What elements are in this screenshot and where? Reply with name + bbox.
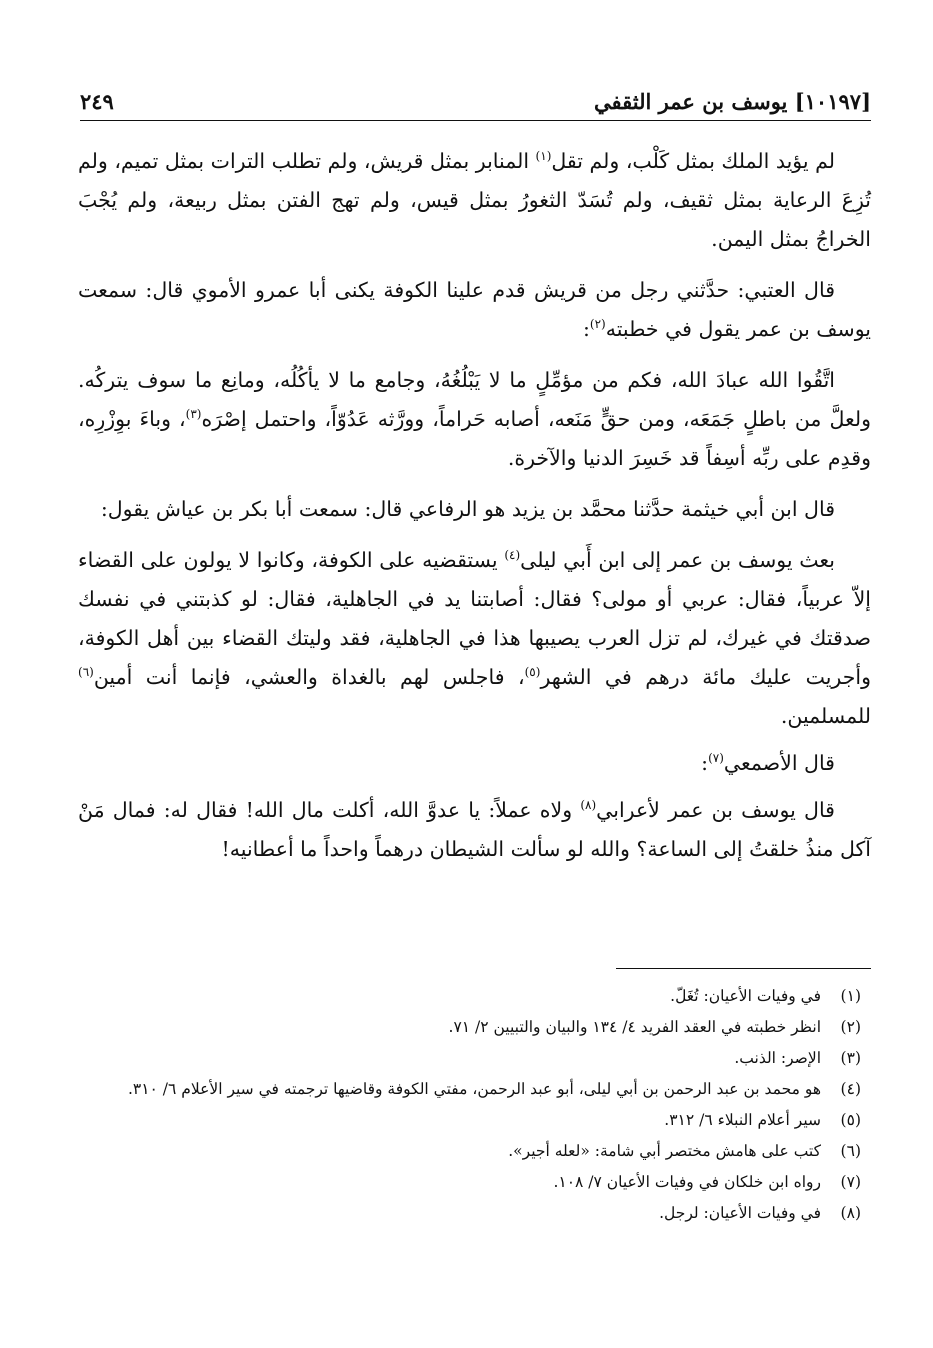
paragraph — [78, 271, 871, 349]
paragraph-text: يستقضيه على الكوفة، وكانوا لا يولون على القضاء إلاّ عربياً، فقال: عربي أو مولى؟ فقال: أصابتنا يد في الجاهلية، فقال: لو كذبتني في نفسك صدقتك في غيرك، لم تزل العرب يصيبها هذا في الجاهلية، فقد وليتك القضاء بين أهل الكوفة، وأجريت عليك مائة درهم في الشهر — [78, 548, 871, 689]
page-header — [80, 78, 871, 121]
footnote-text: رواه ابن خلكان في وفيات الأعيان ٧/ ١٠٨. — [553, 1173, 821, 1191]
paragraph — [78, 361, 871, 478]
paragraph-text: بعث يوسف بن عمر إلى ابن أَبي ليلى — [520, 548, 835, 572]
paragraph-text: للمسلمين. — [780, 704, 871, 728]
paragraph-text: ، فاجلس لهم بالغداة والعشي، فإنما أنت أمين — [93, 665, 525, 689]
footnote-ref[interactable]: (٣) — [185, 407, 202, 422]
footnote-number: (١) — [840, 987, 861, 1005]
running-title: [١٠١٩٧] يوسف بن عمر الثقفي — [594, 89, 871, 114]
footnote — [78, 1044, 871, 1073]
main-text — [78, 142, 871, 881]
page-number: ٢٤٩ — [80, 89, 114, 114]
footnote-ref[interactable]: (٤) — [504, 548, 521, 563]
footnote-number: (٣) — [840, 1049, 861, 1067]
footnote-ref[interactable]: (٥) — [524, 665, 541, 680]
paragraph-text: اتَّقُوا الله عبادَ الله، فكم من مؤمِّلٍ ما لا يَبْلُغُهُ، وجامع ما لا يأكُلُه، ومانِع ما سوف يتركُه. ولعلَّ من باطلٍ جَمَعَه، ومن حقٍّ مَنَعه، أصابه حَراماً، وورَّثه عَدُوّاً، واحتمل إصْرَه — [78, 368, 872, 431]
footnote-text: في وفيات الأعيان: لرجل. — [659, 1204, 821, 1222]
footnote — [78, 982, 871, 1011]
footnote — [78, 1013, 871, 1042]
footnote-number: (٦) — [840, 1142, 861, 1160]
footnote-text: سير أعلام النبلاء ٦/ ٣١٢. — [664, 1111, 821, 1129]
footnote-text: كتب على هامش مختصر أبي شامة: «لعله أجير». — [508, 1142, 821, 1160]
footnote-number: (٧) — [840, 1173, 861, 1191]
paragraph-text: قال العتبي: حدَّثني رجل من قريش قدم علينا الكوفة يكنى أبا عمرو الأموي قال: سمعت يوسف بن عمر يقول في خطبته — [78, 278, 871, 341]
footnote-text: الإصر: الذنب. — [734, 1049, 821, 1067]
paragraph-text: لم يؤيد الملك بمثل كَلْب، ولم تقل — [551, 149, 835, 173]
footnote — [78, 1106, 871, 1135]
paragraph — [78, 490, 871, 529]
footnote-text: انظر خطبته في العقد الفريد ٤/ ١٣٤ والبيان والتبيين ٢/ ٧١. — [448, 1018, 821, 1036]
footnote-number: (٤) — [840, 1080, 861, 1098]
paragraph-text: ، وباءَ بوِزْرِه، وقدِم على ربِّه أسِفاً قد خَسِرَ الدنيا والآخرة. — [78, 407, 871, 470]
paragraph-text: : — [582, 317, 590, 341]
footnote-ref[interactable]: (٢) — [589, 317, 606, 332]
paragraph — [78, 744, 871, 783]
footnote-text: في وفيات الأعيان: تُغَلّ. — [670, 987, 821, 1005]
paragraph-text: المنابر بمثل قريش، ولم تطلب الترات بمثل تميم، ولم تُزِعَ الرعاية بمثل ثقيف، ولم تُسَدّ الثغورُ بمثل قيس، ولم تهج الفتن بمثل ربيعة، ولم يُجْبَ الخراجُ بمثل اليمن. — [78, 149, 871, 251]
footnote — [78, 1168, 871, 1197]
footnote — [78, 1137, 871, 1166]
footnote-number: (٨) — [840, 1204, 861, 1222]
footnote-ref[interactable]: (٨) — [580, 798, 597, 813]
paragraph — [78, 791, 871, 869]
footnote — [78, 1075, 871, 1104]
paragraph-text: قال ابن أبي خيثمة حدَّثنا محمَّد بن يزيد هو الرفاعي قال: سمعت أبا بكر بن عياش يقول: — [100, 497, 835, 521]
footnote-ref[interactable]: (٦) — [78, 665, 94, 680]
footnote-ref[interactable]: (٧) — [708, 751, 724, 766]
paragraph — [78, 142, 871, 259]
footnote-text: هو محمد بن عبد الرحمن بن أبي ليلى، أبو عبد الرحمن، مفتي الكوفة وقاضيها ترجمته في سير الأعلام ٦/ ٣١٠. — [127, 1080, 821, 1098]
footnote — [78, 1199, 871, 1228]
paragraph-text: : — [701, 751, 709, 775]
footnote-number: (٢) — [840, 1018, 861, 1036]
paragraph-text: قال يوسف بن عمر لأعرابي — [596, 798, 835, 822]
paragraph — [78, 541, 871, 736]
paragraph-text: قال الأصمعي — [723, 751, 835, 775]
footnotes — [78, 982, 871, 1230]
footnote-number: (٥) — [840, 1111, 861, 1129]
paragraph-text: ولاه عملاً: يا عدوَّ الله، أكلت مال الله! فقال له: فمال مَنْ آكل منذُ خلقتُ إلى الساعة؟ والله لو سألت الشيطان درهماً واحداً ما أعطانيه! — [78, 798, 871, 861]
footnote-ref[interactable]: (١) — [535, 149, 552, 164]
footnote-divider — [616, 968, 871, 969]
